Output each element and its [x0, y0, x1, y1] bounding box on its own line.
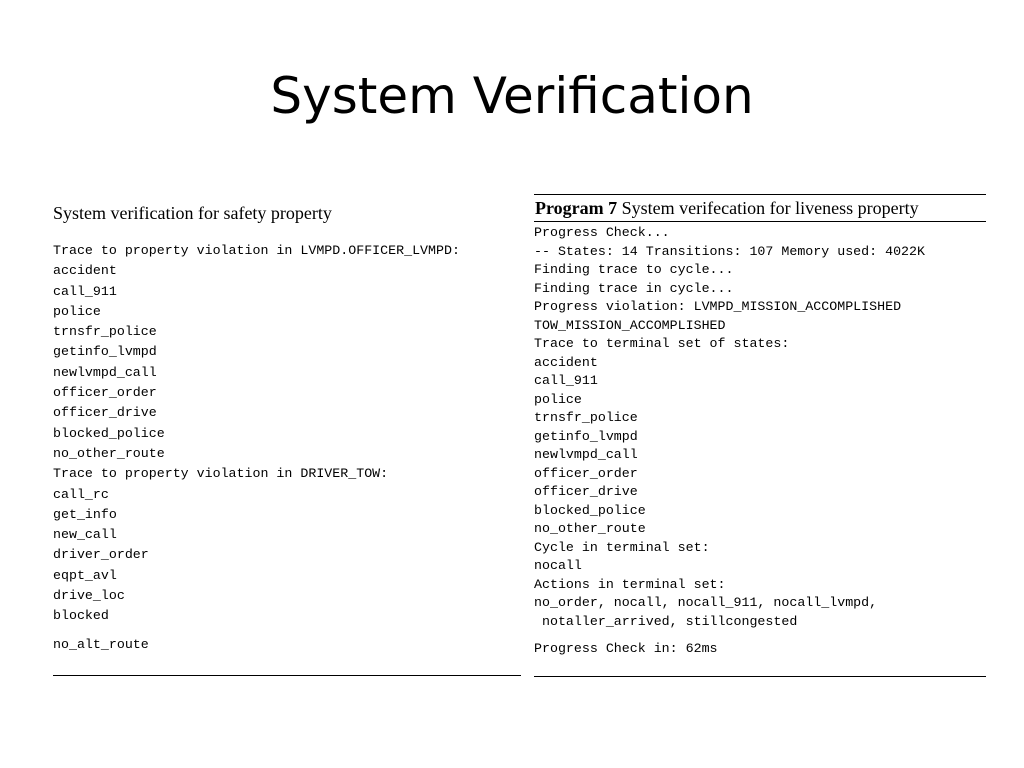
code-line: newlvmpd_call [534, 447, 638, 462]
code-line: newlvmpd_call [53, 364, 157, 380]
code-line: accident [53, 263, 117, 279]
code-line: notaller_arrived, stillcongested [534, 613, 798, 629]
code-line: blocked_police [534, 502, 646, 518]
code-line: trnsfr_police [534, 410, 638, 425]
code-line: Trace to property violation in DRIVER_TOW: [53, 466, 389, 482]
code-line: Progress Check... [534, 225, 670, 240]
code-line: nocall [534, 558, 582, 573]
program-caption-text: System verifecation for liveness property [617, 198, 919, 218]
code-line: accident [534, 354, 598, 370]
code-line: police [53, 303, 101, 319]
liveness-trace-lines [534, 224, 986, 631]
code-line: -- States: 14 Transitions: 107 Memory used: 4022K [534, 243, 925, 259]
code-line: trnsfr_police [53, 324, 157, 340]
code-line: call_911 [53, 283, 117, 299]
code-line: Finding trace to cycle... [534, 262, 734, 277]
slide-title: System Verification [270, 67, 754, 125]
code-line: getinfo_lvmpd [534, 428, 638, 444]
code-line: eqpt_avl [53, 567, 117, 583]
code-line: no_other_route [534, 521, 646, 536]
code-line: officer_drive [534, 484, 638, 499]
code-line: getinfo_lvmpd [53, 344, 157, 360]
code-line: get_info [53, 506, 117, 522]
code-line: officer_order [53, 385, 157, 401]
code-line: Finding trace in cycle... [534, 280, 734, 296]
safety-panel-heading: System verification for safety property [53, 203, 332, 223]
code-line: Progress violation: LVMPD_MISSION_ACCOMPLISHED [534, 299, 902, 314]
code-line: driver_order [53, 547, 149, 563]
code-line: officer_drive [53, 405, 157, 421]
code-line: no_order, nocall, nocall_911, nocall_lvmpd, [534, 595, 878, 610]
code-line: new_call [53, 527, 117, 543]
code-line: blocked [53, 608, 109, 624]
safety-trace-lines [53, 241, 521, 627]
code-line: police [534, 391, 582, 407]
code-line: blocked_police [53, 425, 165, 441]
safety-verification-panel [53, 199, 521, 676]
code-line: TOW_MISSION_ACCOMPLISHED [534, 317, 726, 333]
code-line: Cycle in terminal set: [534, 539, 710, 555]
liveness-trace-last-line: Progress Check in: 62ms [534, 641, 718, 656]
safety-panel-bottom-rule [53, 675, 521, 676]
code-line: Trace to property violation in LVMPD.OFFICER_LVMPD: [53, 243, 460, 258]
code-line: call_911 [534, 373, 598, 388]
code-line: Actions in terminal set: [534, 576, 726, 592]
program-caption-rule [534, 221, 986, 222]
code-line: call_rc [53, 486, 109, 502]
code-line: drive_loc [53, 588, 125, 604]
code-line: Trace to terminal set of states: [534, 336, 790, 351]
safety-trace-last-line: no_alt_route [53, 636, 149, 652]
program-caption [534, 195, 986, 221]
code-line: officer_order [534, 465, 638, 481]
program-bottom-rule [534, 676, 986, 677]
program-number: Program 7 [535, 198, 618, 218]
code-line: no_other_route [53, 445, 165, 461]
liveness-verification-panel [534, 194, 986, 677]
